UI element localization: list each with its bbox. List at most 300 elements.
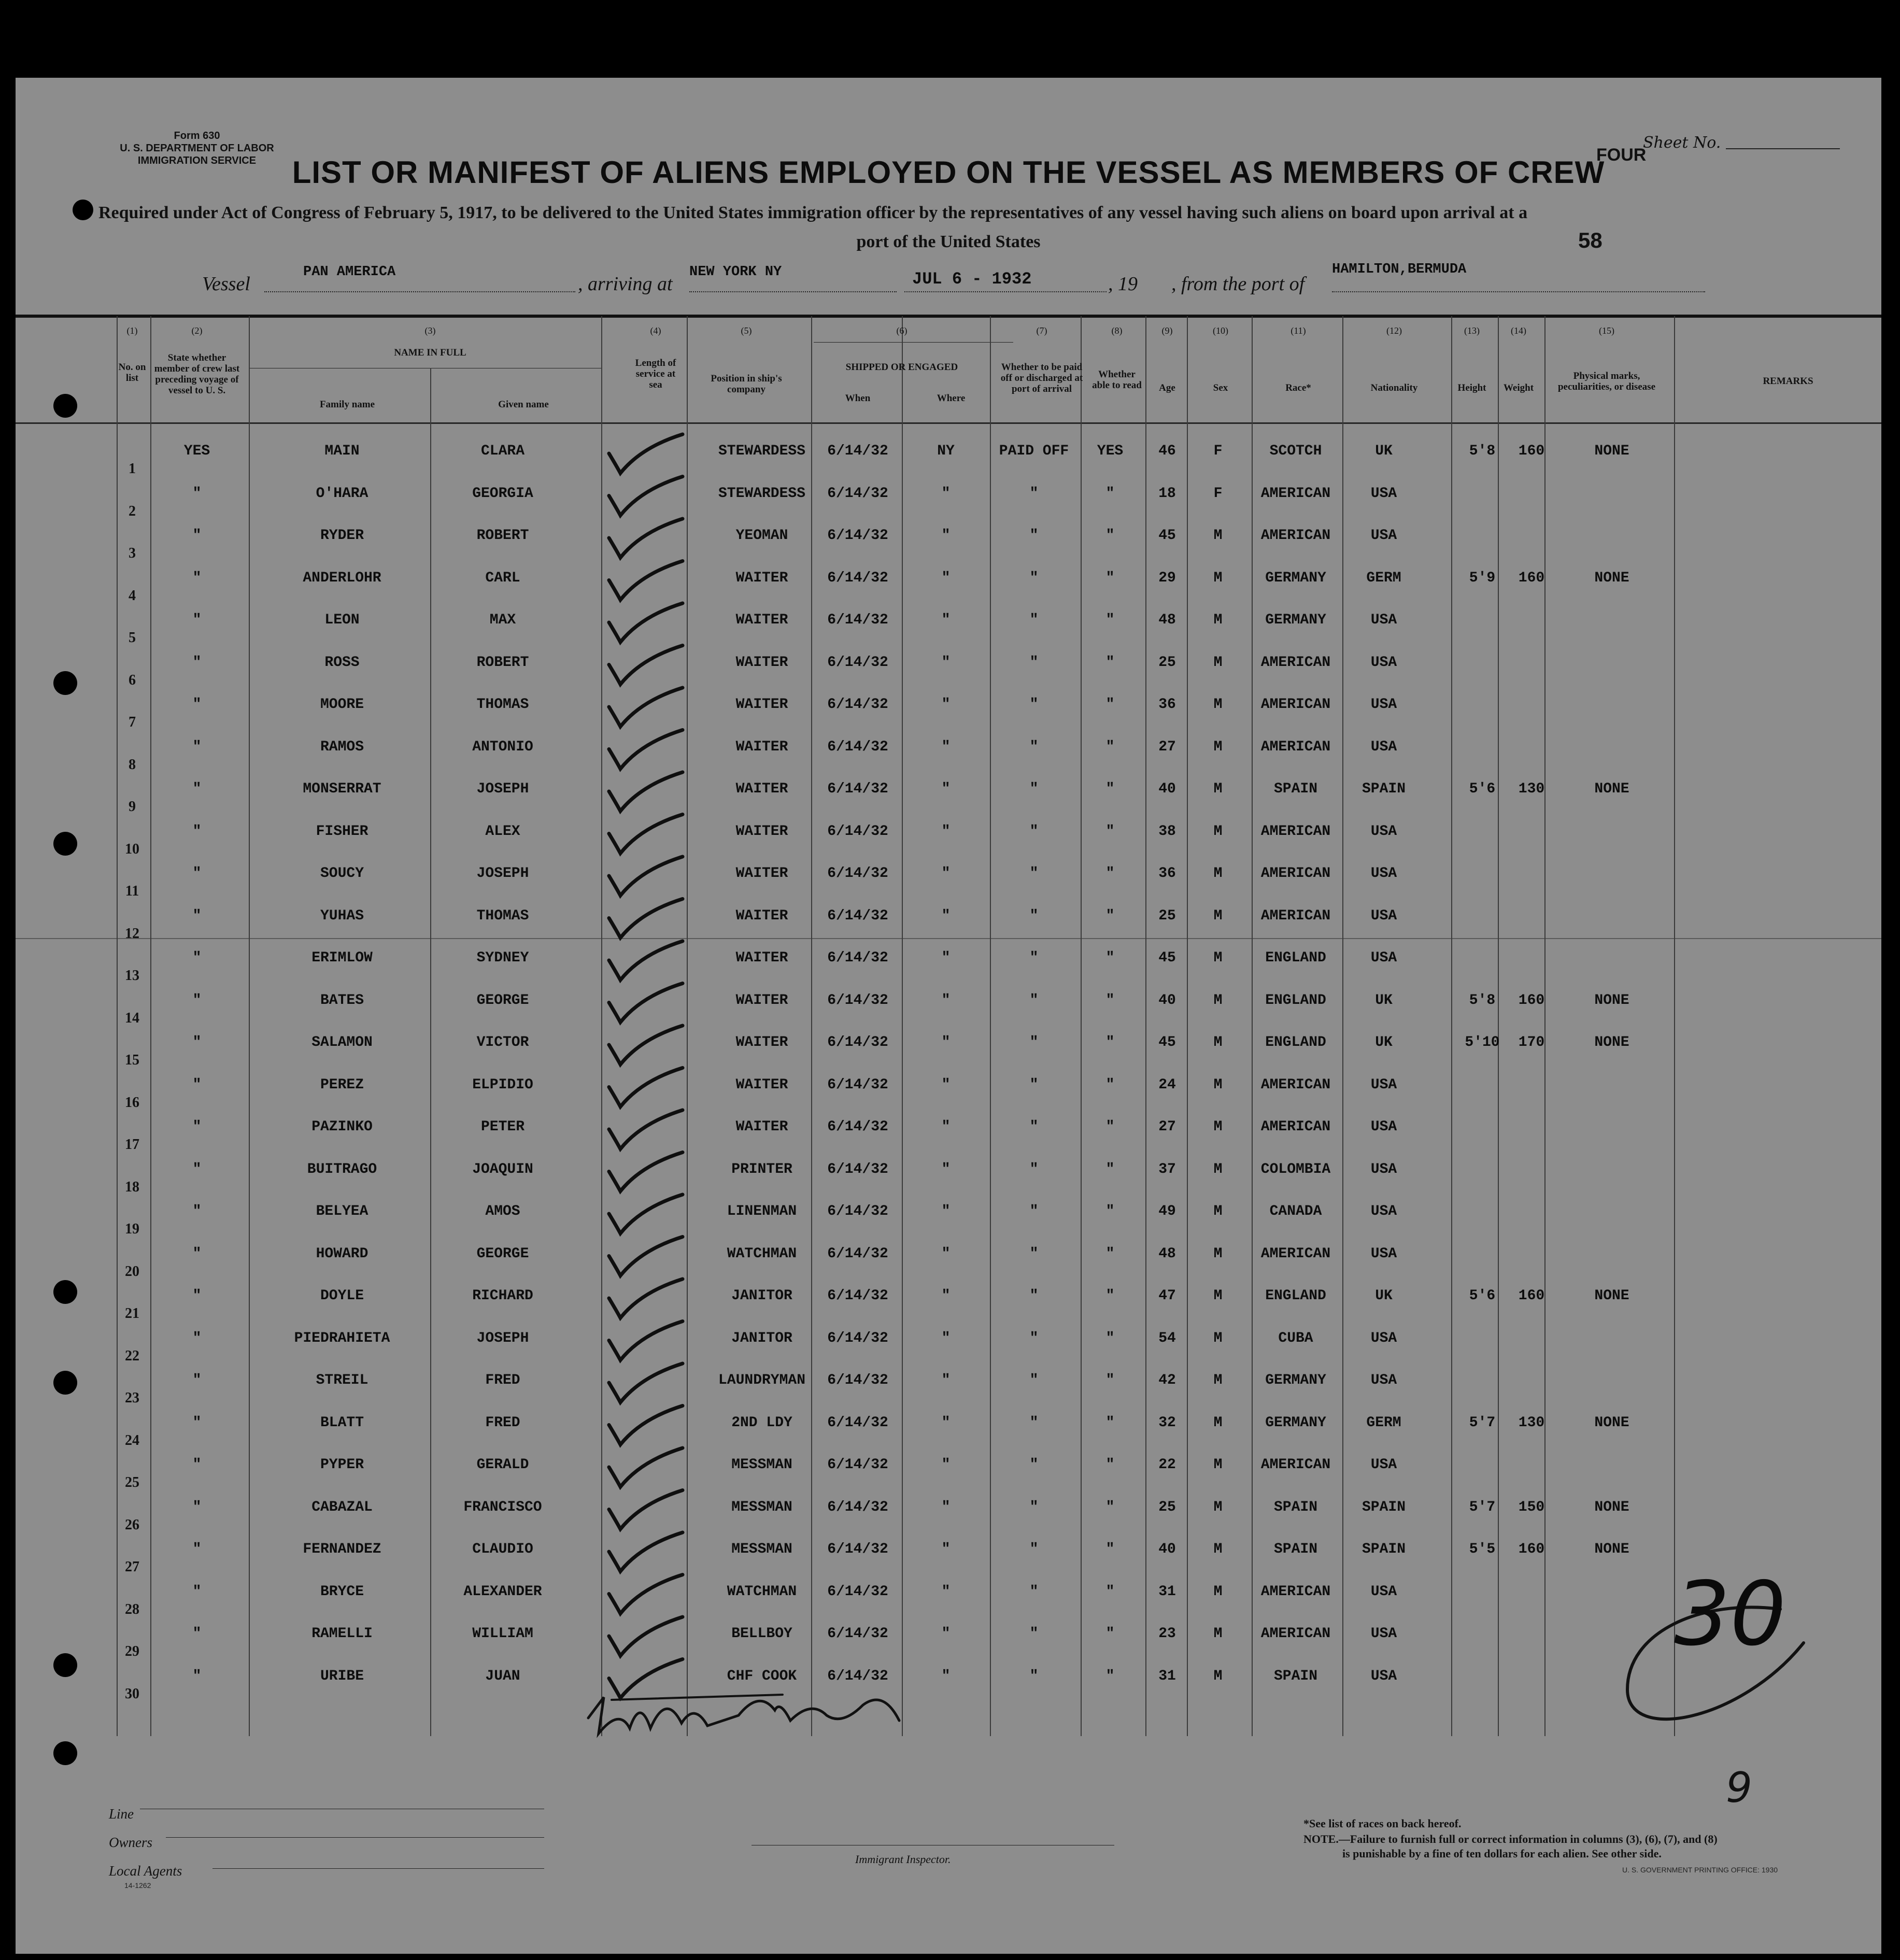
cell-able-read: " <box>1105 528 1115 544</box>
cell-nationality: GERM <box>1366 570 1401 586</box>
cell-nationality: USA <box>1370 823 1397 840</box>
cell-sex: M <box>1213 1034 1223 1050</box>
local-agents-label: Local Agents <box>109 1863 182 1879</box>
column-divider <box>990 316 991 1736</box>
cell-position: BELLBOY <box>731 1626 792 1642</box>
cell-state: " <box>192 697 202 713</box>
cell-when: 6/14/32 <box>827 1288 888 1304</box>
row-number: 7 <box>129 714 136 730</box>
cell-weight: 160 <box>1518 992 1545 1009</box>
cell-state: " <box>192 485 202 502</box>
service-checkmark <box>609 1532 683 1571</box>
cell-sex: M <box>1213 570 1223 586</box>
cell-position: LAUNDRYMAN <box>718 1372 806 1388</box>
cell-race: GERMANY <box>1265 1414 1326 1431</box>
cell-able-read: " <box>1105 1499 1115 1515</box>
cell-paid-off: " <box>1029 1414 1039 1431</box>
cell-family-name: ERIMLOW <box>311 950 373 966</box>
cell-state: " <box>192 1626 202 1642</box>
cell-position: WATCHMAN <box>727 1245 797 1262</box>
col-num-8: (8) <box>1111 325 1123 336</box>
cell-able-read: " <box>1105 1414 1115 1431</box>
cell-where: NY <box>937 443 955 459</box>
cell-age: 29 <box>1158 570 1176 586</box>
row-number: 25 <box>125 1474 139 1490</box>
cell-paid-off: " <box>1029 485 1039 502</box>
cell-when: 6/14/32 <box>827 865 888 882</box>
cell-height: 5'7 <box>1469 1499 1496 1515</box>
cell-paid-off: " <box>1029 1499 1039 1515</box>
cell-paid-off: " <box>1029 1161 1039 1177</box>
cell-when: 6/14/32 <box>827 1330 888 1346</box>
cell-when: 6/14/32 <box>827 823 888 840</box>
col-num-12: (12) <box>1386 325 1402 336</box>
cell-able-read: " <box>1105 1034 1115 1050</box>
cell-when: 6/14/32 <box>827 1541 888 1557</box>
cell-state: " <box>192 738 202 755</box>
cell-race: SCOTCH <box>1269 443 1322 459</box>
cell-where: " <box>941 485 951 502</box>
from-port: HAMILTON,BERMUDA <box>1332 262 1467 277</box>
cell-family-name: PEREZ <box>320 1076 364 1093</box>
owners-label: Owners <box>109 1835 153 1850</box>
cell-sex: M <box>1213 1245 1223 1262</box>
service-checkmark <box>609 1448 683 1487</box>
cell-paid-off: " <box>1029 992 1039 1009</box>
cell-able-read: " <box>1105 950 1115 966</box>
header-when: When <box>845 393 871 404</box>
cell-when: 6/14/32 <box>827 1626 888 1642</box>
cell-family-name: HOWARD <box>316 1245 368 1262</box>
form-code: 14-1262 <box>124 1881 151 1890</box>
cell-family-name: MAIN <box>324 443 360 459</box>
corner-mark: 9 <box>1726 1764 1752 1812</box>
row-number: 22 <box>125 1347 139 1364</box>
cell-state: " <box>192 950 202 966</box>
cell-race: COLOMBIA <box>1260 1161 1331 1177</box>
service-checkmark <box>609 815 683 854</box>
cell-sex: M <box>1213 1161 1223 1177</box>
service-checkmark <box>609 1659 683 1698</box>
cell-family-name: STREIL <box>316 1372 368 1388</box>
cell-sex: M <box>1213 781 1223 797</box>
cell-sex: M <box>1213 697 1223 713</box>
arriving-port: NEW YORK NY <box>689 264 782 280</box>
cell-given-name: CARL <box>485 570 520 586</box>
header-bottom-rule <box>16 422 1881 424</box>
cell-position: MESSMAN <box>731 1499 792 1515</box>
cell-height: 5'7 <box>1469 1414 1496 1431</box>
cell-able-read: " <box>1105 1457 1115 1473</box>
cell-nationality: USA <box>1370 612 1397 628</box>
cell-able-read: " <box>1105 781 1115 797</box>
cell-nationality: USA <box>1370 654 1397 671</box>
service-checkmark <box>609 1575 683 1614</box>
cell-age: 32 <box>1158 1414 1176 1431</box>
cell-family-name: RAMOS <box>320 738 364 755</box>
cell-where: " <box>941 907 951 924</box>
cell-state: " <box>192 865 202 882</box>
date-underline <box>904 291 1107 292</box>
cell-nationality: SPAIN <box>1362 1499 1406 1515</box>
column-divider <box>687 316 688 1736</box>
cell-sex: M <box>1213 1499 1223 1515</box>
cell-sex: M <box>1213 823 1223 840</box>
cell-state: " <box>192 1119 202 1135</box>
sheet-no-label: Sheet No. <box>1643 134 1721 152</box>
column-divider <box>1544 316 1545 1736</box>
header-family-name: Family name <box>319 399 375 410</box>
column-divider <box>1081 316 1082 1736</box>
row-number: 15 <box>125 1052 139 1068</box>
cell-state: " <box>192 1076 202 1093</box>
service-checkmark <box>609 434 683 473</box>
cell-weight: 160 <box>1518 570 1545 586</box>
cell-family-name: BELYEA <box>316 1203 368 1219</box>
cell-when: 6/14/32 <box>827 654 888 671</box>
cell-given-name: ELPIDIO <box>472 1076 533 1093</box>
cell-given-name: THOMAS <box>476 907 529 924</box>
cell-race: AMERICAN <box>1260 697 1331 713</box>
cell-state: " <box>192 781 202 797</box>
column-divider <box>1187 316 1188 1736</box>
cell-sex: M <box>1213 1668 1223 1684</box>
cell-able-read: " <box>1105 697 1115 713</box>
cell-age: 36 <box>1158 697 1176 713</box>
service-checkmark <box>609 984 683 1022</box>
cell-paid-off: " <box>1029 1203 1039 1219</box>
service-checkmark <box>609 1490 683 1529</box>
cell-state: " <box>192 1161 202 1177</box>
header-given-name: Given name <box>498 399 549 410</box>
cell-family-name: ROSS <box>324 654 360 671</box>
cell-when: 6/14/32 <box>827 1161 888 1177</box>
cell-given-name: ROBERT <box>476 528 529 544</box>
cell-state: " <box>192 992 202 1009</box>
header-shipped-engaged: SHIPPED OR ENGAGED <box>845 362 958 373</box>
cell-given-name: CLAUDIO <box>472 1541 533 1557</box>
cell-when: 6/14/32 <box>827 738 888 755</box>
cell-race: SPAIN <box>1273 1668 1318 1684</box>
cell-where: " <box>941 865 951 882</box>
cell-state: " <box>192 1499 202 1515</box>
service-checkmark <box>609 857 683 896</box>
cell-position: WAITER <box>735 738 788 755</box>
header-able-read: Whether able to read <box>1092 369 1142 391</box>
cell-when: 6/14/32 <box>827 1119 888 1135</box>
cell-nationality: USA <box>1370 950 1397 966</box>
column-divider <box>1342 316 1343 1736</box>
sheet-marking: FOUR <box>1596 145 1647 165</box>
cell-physical-marks: NONE <box>1594 1541 1629 1557</box>
cell-where: " <box>941 950 951 966</box>
service-checkmark <box>609 899 683 938</box>
cell-race: GERMANY <box>1265 570 1326 586</box>
cell-able-read: " <box>1105 1203 1115 1219</box>
header-state-whether: State whether member of crew last preceding voyage of vessel to U. S. <box>154 352 240 396</box>
cell-family-name: FISHER <box>316 823 368 840</box>
cell-when: 6/14/32 <box>827 443 888 459</box>
cell-position: WATCHMAN <box>727 1583 797 1600</box>
cell-family-name: DOYLE <box>320 1288 364 1304</box>
cell-given-name: ROBERT <box>476 654 529 671</box>
cell-able-read: " <box>1105 570 1115 586</box>
col-num-15: (15) <box>1599 325 1614 336</box>
cell-family-name: PAZINKO <box>311 1119 373 1135</box>
cell-family-name: MONSERRAT <box>303 781 381 797</box>
cell-able-read: " <box>1105 738 1115 755</box>
cell-position: STEWARDESS <box>718 443 806 459</box>
cell-sex: M <box>1213 1583 1223 1600</box>
cell-where: " <box>941 738 951 755</box>
cell-position: PRINTER <box>731 1161 792 1177</box>
cell-state: " <box>192 1203 202 1219</box>
service-checkmark <box>609 1322 683 1360</box>
cell-position: WAITER <box>735 1076 788 1093</box>
cell-able-read: " <box>1105 1583 1115 1600</box>
cell-given-name: GEORGIA <box>472 485 533 502</box>
cell-paid-off: " <box>1029 1288 1039 1304</box>
header-age: Age <box>1159 382 1175 393</box>
cell-race: AMERICAN <box>1260 1245 1331 1262</box>
cell-height: 5'8 <box>1469 443 1496 459</box>
cell-given-name: ALEXANDER <box>463 1583 542 1600</box>
cell-state: " <box>192 528 202 544</box>
table-top-rule <box>16 315 1881 318</box>
cell-age: 40 <box>1158 992 1176 1009</box>
cell-nationality: USA <box>1370 1161 1397 1177</box>
cell-where: " <box>941 612 951 628</box>
cell-paid-off: " <box>1029 612 1039 628</box>
cell-family-name: SALAMON <box>311 1034 373 1050</box>
row-number: 1 <box>129 461 136 477</box>
cell-able-read: " <box>1105 1245 1115 1262</box>
row-number: 27 <box>125 1559 139 1575</box>
cell-given-name: JOSEPH <box>476 865 529 882</box>
cell-race: AMERICAN <box>1260 485 1331 502</box>
cell-when: 6/14/32 <box>827 1372 888 1388</box>
cell-able-read: " <box>1105 654 1115 671</box>
binder-hole <box>53 1653 77 1677</box>
cell-position: JANITOR <box>731 1288 792 1304</box>
row-number: 20 <box>125 1263 139 1280</box>
cell-age: 40 <box>1158 1541 1176 1557</box>
cell-paid-off: " <box>1029 1668 1039 1684</box>
service-checkmark <box>609 1617 683 1656</box>
cell-family-name: LEON <box>324 612 360 628</box>
cell-able-read: " <box>1105 1161 1115 1177</box>
cell-state: " <box>192 1541 202 1557</box>
cell-given-name: THOMAS <box>476 697 529 713</box>
requirement-line-1: Required under Act of Congress of February 5, 1917, to be delivered to the United States immigration officer by the representatives of any vessel having such aliens on board upon arrival at a <box>98 203 1528 222</box>
cell-given-name: JOSEPH <box>476 781 529 797</box>
header-paid-off: Whether to be paid off or discharged at port of arrival <box>1000 362 1083 394</box>
cell-age: 40 <box>1158 781 1176 797</box>
cell-state: " <box>192 1288 202 1304</box>
cell-family-name: O'HARA <box>316 485 368 502</box>
col-num-7: (7) <box>1036 325 1047 336</box>
cell-paid-off: " <box>1029 1457 1039 1473</box>
cell-position: WAITER <box>735 1119 788 1135</box>
cell-sex: F <box>1213 443 1223 459</box>
cell-physical-marks: NONE <box>1594 1499 1629 1515</box>
header-length-service: Length of service at sea <box>635 358 676 390</box>
cell-given-name: GEORGE <box>476 1245 529 1262</box>
cell-sex: M <box>1213 1457 1223 1473</box>
cell-given-name: SYDNEY <box>476 950 529 966</box>
row-number: 21 <box>125 1305 139 1322</box>
row-number: 8 <box>129 756 136 773</box>
vessel-underline <box>264 291 575 292</box>
cell-physical-marks: NONE <box>1594 570 1629 586</box>
header-where: Where <box>937 393 966 404</box>
cell-position: WAITER <box>735 697 788 713</box>
column-divider <box>1674 316 1675 1736</box>
cell-position: WAITER <box>735 907 788 924</box>
cell-position: JANITOR <box>731 1330 792 1346</box>
header-position: Position in ship's company <box>711 373 782 395</box>
column-divider <box>902 342 903 1736</box>
cell-age: 22 <box>1158 1457 1176 1473</box>
cell-nationality: USA <box>1370 1626 1397 1642</box>
cell-paid-off: " <box>1029 950 1039 966</box>
cell-sex: M <box>1213 738 1223 755</box>
cell-paid-off: " <box>1029 1541 1039 1557</box>
cell-nationality: USA <box>1370 865 1397 882</box>
cell-nationality: USA <box>1370 1076 1397 1093</box>
cell-height: 5'6 <box>1469 1288 1496 1304</box>
cell-nationality: USA <box>1370 738 1397 755</box>
cell-weight: 130 <box>1518 1414 1545 1431</box>
binder-hole <box>53 1741 77 1765</box>
cell-weight: 160 <box>1518 443 1545 459</box>
department-name: U. S. DEPARTMENT OF LABOR <box>120 143 274 154</box>
row-number: 16 <box>125 1094 139 1111</box>
cell-paid-off: " <box>1029 1372 1039 1388</box>
cell-family-name: BUITRAGO <box>307 1161 377 1177</box>
cell-height: 5'8 <box>1469 992 1496 1009</box>
cell-physical-marks: NONE <box>1594 1288 1629 1304</box>
cell-age: 25 <box>1158 654 1176 671</box>
cell-age: 27 <box>1158 1119 1176 1135</box>
cell-paid-off: " <box>1029 823 1039 840</box>
cell-state: " <box>192 654 202 671</box>
cell-nationality: USA <box>1370 1668 1397 1684</box>
row-number: 17 <box>125 1137 139 1153</box>
cell-state: " <box>192 1457 202 1473</box>
binder-hole <box>73 200 93 220</box>
col-num-3: (3) <box>424 325 436 336</box>
cell-race: AMERICAN <box>1260 1119 1331 1135</box>
cell-race: AMERICAN <box>1260 1457 1331 1473</box>
cell-race: CANADA <box>1269 1203 1322 1219</box>
col-num-1: (1) <box>126 325 138 336</box>
cell-able-read: " <box>1105 865 1115 882</box>
manifest-title: LIST OR MANIFEST OF ALIENS EMPLOYED ON THE VESSEL AS MEMBERS OF CREW <box>292 155 1605 190</box>
row-number: 26 <box>125 1516 139 1533</box>
col-num-9: (9) <box>1161 325 1173 336</box>
service-checkmark <box>609 646 683 685</box>
sheet-no-line <box>1726 148 1840 149</box>
service-checkmark <box>609 730 683 769</box>
row-number: 9 <box>129 799 136 815</box>
cell-paid-off: " <box>1029 738 1039 755</box>
col-num-5: (5) <box>741 325 752 336</box>
cell-physical-marks: NONE <box>1594 992 1629 1009</box>
cell-where: " <box>941 1372 951 1388</box>
service-checkmark <box>609 1195 683 1233</box>
circled-total: 30 <box>1674 1563 1786 1666</box>
cell-position: WAITER <box>735 992 788 1009</box>
cell-sex: M <box>1213 992 1223 1009</box>
cell-state: " <box>192 570 202 586</box>
cell-sex: M <box>1213 528 1223 544</box>
cell-when: 6/14/32 <box>827 528 888 544</box>
cell-when: 6/14/32 <box>827 1583 888 1600</box>
cell-state: " <box>192 1583 202 1600</box>
cell-paid-off: " <box>1029 1076 1039 1093</box>
cell-age: 49 <box>1158 1203 1176 1219</box>
cell-when: 6/14/32 <box>827 1414 888 1431</box>
cell-paid-off: " <box>1029 1626 1039 1642</box>
cell-state: " <box>192 907 202 924</box>
cell-race: ENGLAND <box>1265 950 1326 966</box>
cell-height: 5'10 <box>1465 1034 1500 1050</box>
cell-nationality: UK <box>1375 992 1393 1009</box>
cell-position: MESSMAN <box>731 1457 792 1473</box>
cell-age: 48 <box>1158 612 1176 628</box>
cell-sex: M <box>1213 1414 1223 1431</box>
cell-able-read: " <box>1105 1668 1115 1684</box>
service-checkmark <box>609 1026 683 1064</box>
cell-paid-off: PAID OFF <box>999 443 1069 459</box>
cell-family-name: RAMELLI <box>311 1626 373 1642</box>
cell-position: WAITER <box>735 865 788 882</box>
cell-when: 6/14/32 <box>827 485 888 502</box>
cell-given-name: PETER <box>480 1119 525 1135</box>
cell-age: 31 <box>1158 1583 1176 1600</box>
cell-race: ENGLAND <box>1265 992 1326 1009</box>
cell-sex: M <box>1213 907 1223 924</box>
cell-given-name: GERALD <box>476 1457 529 1473</box>
service-checkmark <box>609 1110 683 1149</box>
cell-position: CHF COOK <box>727 1668 797 1684</box>
row-number: 23 <box>125 1390 139 1406</box>
cell-family-name: SOUCY <box>320 865 364 882</box>
service-checkmark <box>609 1153 683 1191</box>
service-checkmark <box>609 688 683 727</box>
col-num-13: (13) <box>1464 325 1480 336</box>
cell-nationality: USA <box>1370 1203 1397 1219</box>
cell-race: ENGLAND <box>1265 1034 1326 1050</box>
service-checkmark <box>609 1364 683 1402</box>
cell-given-name: FRED <box>485 1372 520 1388</box>
cell-family-name: YUHAS <box>320 907 364 924</box>
cell-when: 6/14/32 <box>827 612 888 628</box>
row-number: 24 <box>125 1432 139 1448</box>
cell-nationality: USA <box>1370 1583 1397 1600</box>
cell-sex: M <box>1213 950 1223 966</box>
shipped-subrule <box>814 342 1013 343</box>
sheet-number: 58 <box>1578 228 1603 252</box>
header-weight: Weight <box>1503 382 1534 393</box>
cell-sex: M <box>1213 865 1223 882</box>
cell-where: " <box>941 1499 951 1515</box>
cell-sex: M <box>1213 612 1223 628</box>
cell-age: 37 <box>1158 1161 1176 1177</box>
cell-when: 6/14/32 <box>827 907 888 924</box>
cell-race: SPAIN <box>1273 1499 1318 1515</box>
